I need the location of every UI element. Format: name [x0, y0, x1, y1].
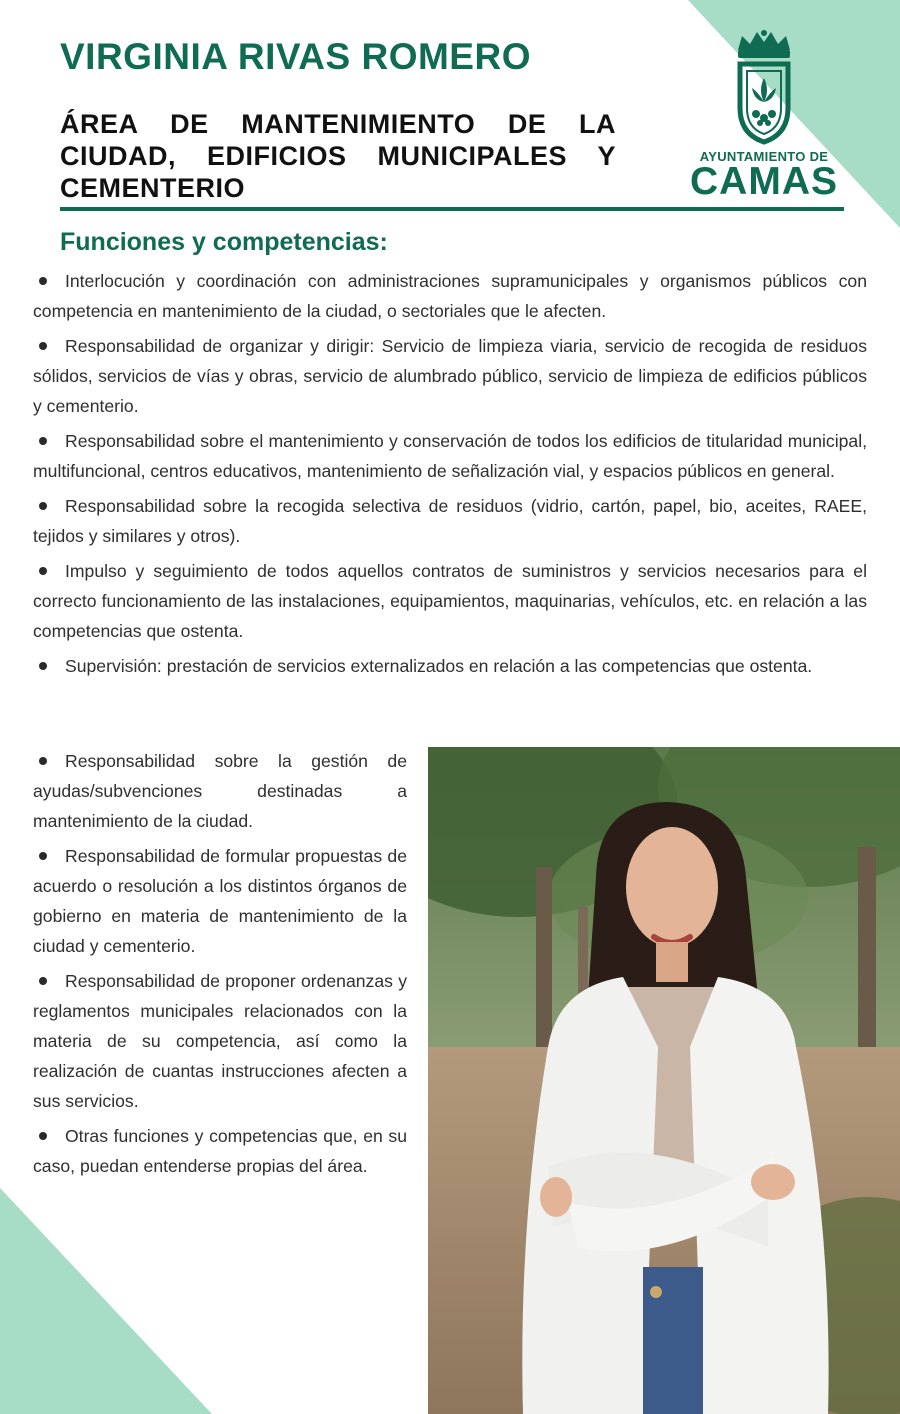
- bullet-icon: [39, 1132, 47, 1140]
- decorative-triangle-bottom: [0, 1188, 212, 1414]
- list-item: Responsabilidad sobre la gestión de ayudas/subvenciones destinadas a mantenimiento de la ciudad.: [33, 751, 407, 831]
- logo-caption: AYUNTAMIENTO DE: [699, 149, 829, 164]
- area-title: ÁREA DE MANTENIMIENTO DE LA CIUDAD, EDIFICIOS MUNICIPALES Y CEMENTERIO: [60, 109, 616, 203]
- list-item: Otras funciones y competencias que, en su caso, puedan entenderse propias del área.: [33, 1126, 407, 1176]
- portrait-illustration: [428, 747, 900, 1414]
- list-item: Supervisión: prestación de servicios externalizados en relación a las competencias que ostenta.: [33, 651, 867, 681]
- header-divider: [60, 207, 844, 211]
- portrait-photo: [428, 747, 900, 1414]
- bullet-icon: [39, 977, 47, 985]
- list-item: Responsabilidad sobre la recogida selectiva de residuos (vidrio, cartón, papel, bio, aceites, RAEE, tejidos y similares y otros).: [33, 496, 867, 546]
- list-item: Impulso y seguimiento de todos aquellos contratos de suministros y servicios necesarios para el correcto funcionamiento de las instalaciones, equipamientos, maquinarias, vehículos, etc. en relación a las competencias que ostenta.: [33, 561, 867, 641]
- list-item: Responsabilidad de proponer ordenanzas y reglamentos municipales relacionados con la materia de su competencia, así como la realización de cuantas instrucciones afecten a sus servicios.: [33, 971, 407, 1111]
- logo-wordmark: CAMAS: [690, 160, 838, 203]
- functions-list: [33, 266, 867, 686]
- bullet-icon: [39, 277, 47, 285]
- functions-list-continued: [33, 746, 407, 1186]
- person-name: VIRGINIA RIVAS ROMERO: [60, 36, 531, 77]
- list-item: Responsabilidad sobre el mantenimiento y conservación de todos los edificios de titularidad municipal, multifuncional, centros educativos, mantenimiento de señalización vial, y espacios públicos en general.: [33, 431, 867, 481]
- bullet-icon: [39, 662, 47, 670]
- list-item: Responsabilidad de formular propuestas de acuerdo o resolución a los distintos órganos de gobierno en materia de mantenimiento de la ciudad y cementerio.: [33, 846, 407, 956]
- list-item: Responsabilidad de organizar y dirigir: Servicio de limpieza viaria, servicio de recogida de residuos sólidos, servicios de vías y obras, servicio de alumbrado público, servicio de limpieza de edificios públicos y cementerio.: [33, 336, 867, 416]
- bullet-icon: [39, 757, 47, 765]
- bullet-icon: [39, 567, 47, 575]
- bullet-icon: [39, 437, 47, 445]
- coat-of-arms-icon: [680, 30, 848, 150]
- bullet-icon: [39, 852, 47, 860]
- list-item: Interlocución y coordinación con administraciones supramunicipales y organismos públicos con competencia en mantenimiento de la ciudad, o sectoriales que le afecten.: [33, 271, 867, 321]
- bullet-icon: [39, 342, 47, 350]
- bullet-icon: [39, 502, 47, 510]
- section-title: Funciones y competencias:: [60, 228, 388, 256]
